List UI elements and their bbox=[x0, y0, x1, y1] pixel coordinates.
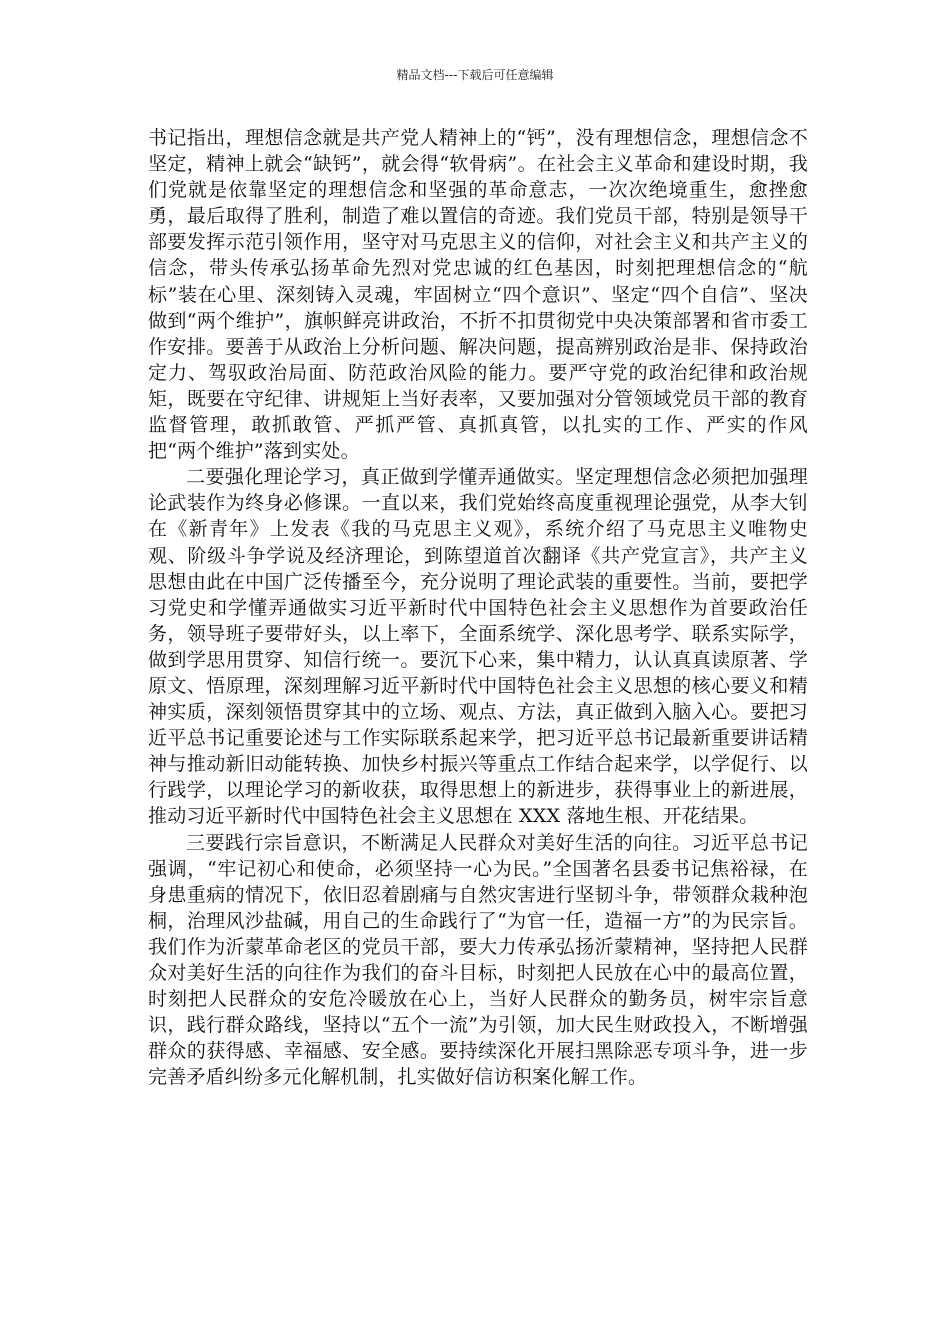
page-header: 精品文档---下载后可任意编辑 bbox=[396, 68, 554, 82]
paragraph-2: 二要强化理论学习，真正做到学懂弄通做实。坚定理想信念必须把加强理论武装作为终身必修课。一直以来，我们党始终高度重视理论强党，从李大钊在《新青年》上发表《我的马克思主义观》，系统介绍了马克思主义唯物史观、阶级斗争学说及经济理论，到陈望道首次翻译《共产党宣言》，共产主义思想由此在中国广泛传播至今，充分说明了理论武装的重要性。当前，要把学习党史和学懂弄通做实习近平新时代中国特色社会主义思想作为首要政治任务，领导班子要带好头，以上率下，全面系统学、深化思考学、联系实际学，做到学思用贯穿、知信行统一。要沉下心来，集中精力，认认真真读原著、学原文、悟原理，深刻理解习近平新时代中国特色社会主义思想的核心要义和精神实质，深刻领悟贯穿其中的立场、观点、方法，真正做到入脑入心。要把习近平总书记重要论述与工作实际联系起来学，把习近平总书记最新重要讲话精神与推动新旧动能转换、加快乡村振兴等重点工作结合起来学，以学促行、以行践学，以理论学习的新收获，取得思想上的新进步，获得事业上的新进展，推动习近平新时代中国特色社会主义思想在 XXX 落地生根、开花结果。 bbox=[148, 466, 808, 828]
paragraph-1: 书记指出，理想信念就是共产党人精神上的“钙”，没有理想信念，理想信念不坚定，精神上就会“缺钙”，就会得“软骨病”。在社会主义革命和建设时期，我们党就是依靠坚定的理想信念和坚强的革命意志，一次次绝境重生，愈挫愈勇，最后取得了胜利，制造了难以置信的奇迹。我们党员干部，特别是领导干部要发挥示范引领作用，坚守对马克思主义的信仰，对社会主义和共产主义的信念，带头传承弘扬革命先烈对党忠诚的红色基因，时刻把理想信念的“航标”装在心里、深刻铸入灵魂，牢固树立“四个意识”、坚定“四个自信”、坚决做到“两个维护”，旗帜鲜亮讲政治，不折不扣贯彻党中央决策部署和省市委工作安排。要善于从政治上分析问题、解决问题，提高辨别政治是非、保持政治定力、驾驭政治局面、防范政治风险的能力。要严守党的政治纪律和政治规矩，既要在守纪律、讲规矩上当好表率，又要加强对分管领域党员干部的教育监督管理，敢抓敢管、严抓严管、真抓真管，以扎实的工作、严实的作风把“两个维护”落到实处。 bbox=[148, 127, 808, 463]
paragraph-3: 三要践行宗旨意识，不断满足人民群众对美好生活的向往。习近平总书记强调，“牢记初心和使命，必须坚持一心为民。”全国著名县委书记焦裕禄，在身患重病的情况下，依旧忍着剧痛与自然灾害进行坚韧斗争，带领群众栽种泡桐，治理风沙盐碱，用自己的生命践行了“为官一任，造福一方”的为民宗旨。我们作为沂蒙革命老区的党员干部，要大力传承弘扬沂蒙精神，坚持把人民群众对美好生活的向往作为我们的奋斗目标，时刻把人民放在心中的最高位置，时刻把人民群众的安危冷暖放在心上，当好人民群众的勤务员，树牢宗旨意识，践行群众路线，坚持以“五个一流”为引领，加大民生财政投入，不断增强群众的获得感、幸福感、安全感。要持续深化开展扫黑除恶专项斗争，进一步完善矛盾纠纷多元化解机制，扎实做好信访积案化解工作。 bbox=[148, 831, 808, 1089]
document-body bbox=[148, 125, 808, 1090]
